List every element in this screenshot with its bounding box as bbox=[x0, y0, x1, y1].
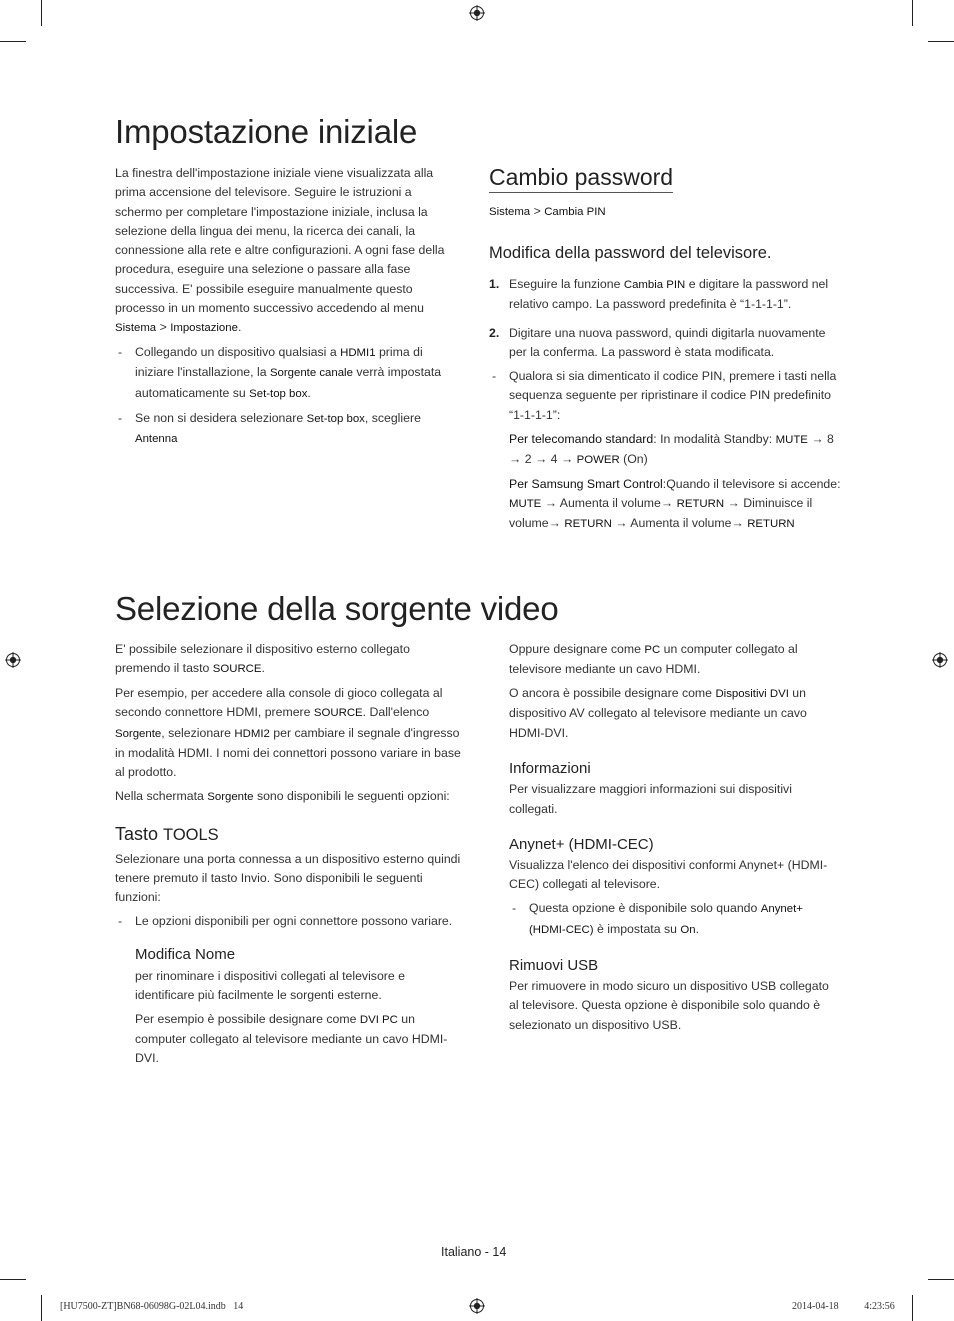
password-subtitle: Modifica della password del televisore. bbox=[489, 244, 772, 262]
crop-mark-bl-h bbox=[0, 1279, 26, 1280]
paragraph: Nella schermata Sorgente sono disponibili le seguenti opzioni: bbox=[115, 789, 450, 804]
print-date-info: 2014-04-18 ￿￿ 4:23:56 bbox=[792, 1301, 895, 1312]
password-steps bbox=[489, 275, 841, 539]
crop-mark-bl-v bbox=[41, 1295, 42, 1321]
source-left-column bbox=[115, 640, 465, 1073]
paragraph: O ancora è possibile designare come Dispositivi DVI un dispositivo AV collegato al televisore mediante un cavo HDMI-DVI. bbox=[509, 686, 807, 740]
paragraph: Oppure designare come PC un computer collegato al televisore mediante un cavo HDMI. bbox=[509, 642, 798, 677]
informazioni-title: Informazioni bbox=[509, 759, 591, 777]
print-file-info: [HU7500-ZT]BN68-06098G-02L04.indb 14 bbox=[60, 1301, 244, 1312]
note-item: - Collegando un dispositivo qualsiasi a HDMI1 prima di iniziare l'installazione, la Sorgente canale verrà impostata automaticamente su Set-top box. bbox=[115, 343, 460, 404]
page-number: Italiano - 14 bbox=[441, 1245, 507, 1259]
paragraph: Per esempio, per accedere alla console di gioco collegata al secondo connettore HDMI, premere SOURCE. Dall'elenco Sorgente, selezionare HDMI2 per cambiare il segnale d'ingresso in modalità HDMI. I nomi dei connettori possono variare in base al prodotto. bbox=[115, 686, 461, 780]
paragraph: Per esempio è possibile designare come DVI PC un computer collegato al televisore mediante un cavo HDMI-DVI. bbox=[135, 1011, 448, 1066]
initial-setup-body bbox=[115, 164, 460, 454]
paragraph: per rinominare i dispositivi collegati al televisore e identificare più facilmente le sorgenti esterne. bbox=[135, 968, 405, 1002]
section-title-source: Selezione della sorgente video bbox=[115, 590, 559, 627]
registration-mark-icon bbox=[5, 652, 21, 668]
paragraph: E' possibile selezionare il dispositivo esterno collegato premendo il tasto SOURCE. bbox=[115, 642, 410, 676]
intro-paragraph: La finestra dell'impostazione iniziale viene visualizzata alla prima accensione del televisore. Seguire le istruzioni a schermo per completare l'impostazione iniziale, inclusa la selezione della lingua dei menu, la ricerca dei canali, la connessione alla rete e altre configurazioni. A ogni fase della procedura, eseguire una selezione o passare alla fase successiva. E' possibile eseguire manualmente questo processo in un momento successivo accedendo al menu Sistema > Impostazione. bbox=[115, 166, 445, 335]
crop-mark-br-h bbox=[928, 1279, 954, 1280]
crop-mark-tl-h bbox=[0, 41, 26, 42]
modifica-nome-block bbox=[115, 945, 465, 1068]
tools-heading: Tasto TOOLS bbox=[115, 824, 219, 845]
crop-mark-tr-v bbox=[912, 0, 913, 26]
source-right-column bbox=[509, 640, 839, 1040]
paragraph: Selezionare una porta connessa a un dispositivo esterno quindi tenere premuto il tasto Invio. Sono disponibili le seguenti funzioni: bbox=[115, 851, 461, 905]
registration-mark-icon bbox=[932, 652, 948, 668]
crop-mark-br-v bbox=[912, 1295, 913, 1321]
step-item: 1. Eseguire la funzione Cambia PIN e digitare la password nel relativo campo. La password predefinita è “1-1-1-1”. bbox=[489, 277, 829, 312]
registration-mark-icon bbox=[469, 1298, 485, 1314]
password-title: Cambio password bbox=[489, 164, 673, 193]
section-title-initial-setup: Impostazione iniziale bbox=[115, 113, 418, 150]
paragraph: Per rimuovere in modo sicuro un dispositivo USB collegato al televisore. Questa opzione è disponibile solo quando è selezionato un dispositivo USB. bbox=[509, 979, 829, 1032]
note-item: - Qualora si sia dimenticato il codice PIN, premere i tasti nella sequenza seguente per ripristinare il codice PIN predefinito “1-1-1-1”: Per telecomando standard: In modalità Standby: MUTE → 8 → 2 → 4 → POWER (On) Per Samsung Smart Control:Quando il televisore si accende: MUTE → Aumenta il volume→ RETURN → Diminuisce il volume→ RETURN → Aumenta il volume→ RETURN bbox=[489, 367, 841, 534]
note-item: - Questa opzione è disponibile solo quando Anynet+ (HDMI-CEC) è impostata su On. bbox=[509, 899, 839, 940]
rimuovi-usb-title: Rimuovi USB bbox=[509, 956, 599, 974]
paragraph: Visualizza l'elenco dei dispositivi conformi Anynet+ (HDMI-CEC) collegati al televisore. bbox=[509, 858, 828, 892]
crop-mark-tl-v bbox=[41, 0, 42, 26]
note-item: - Le opzioni disponibili per ogni connettore possono variare. bbox=[115, 912, 465, 931]
crop-mark-tr-h bbox=[928, 41, 954, 42]
note-item: - Se non si desidera selezionare Set-top box, scegliere Antenna bbox=[115, 409, 460, 450]
registration-mark-icon bbox=[469, 5, 485, 21]
anynet-title: Anynet+ (HDMI-CEC) bbox=[509, 835, 654, 853]
modifica-nome-title: Modifica Nome bbox=[135, 946, 236, 964]
step-item: 2. Digitare una nuova password, quindi digitarla nuovamente per la conferma. La password è stata modificata. bbox=[489, 325, 826, 359]
password-menu-path: Sistema > Cambia PIN bbox=[489, 204, 606, 218]
paragraph: Per visualizzare maggiori informazioni sui dispositivi collegati. bbox=[509, 782, 792, 816]
